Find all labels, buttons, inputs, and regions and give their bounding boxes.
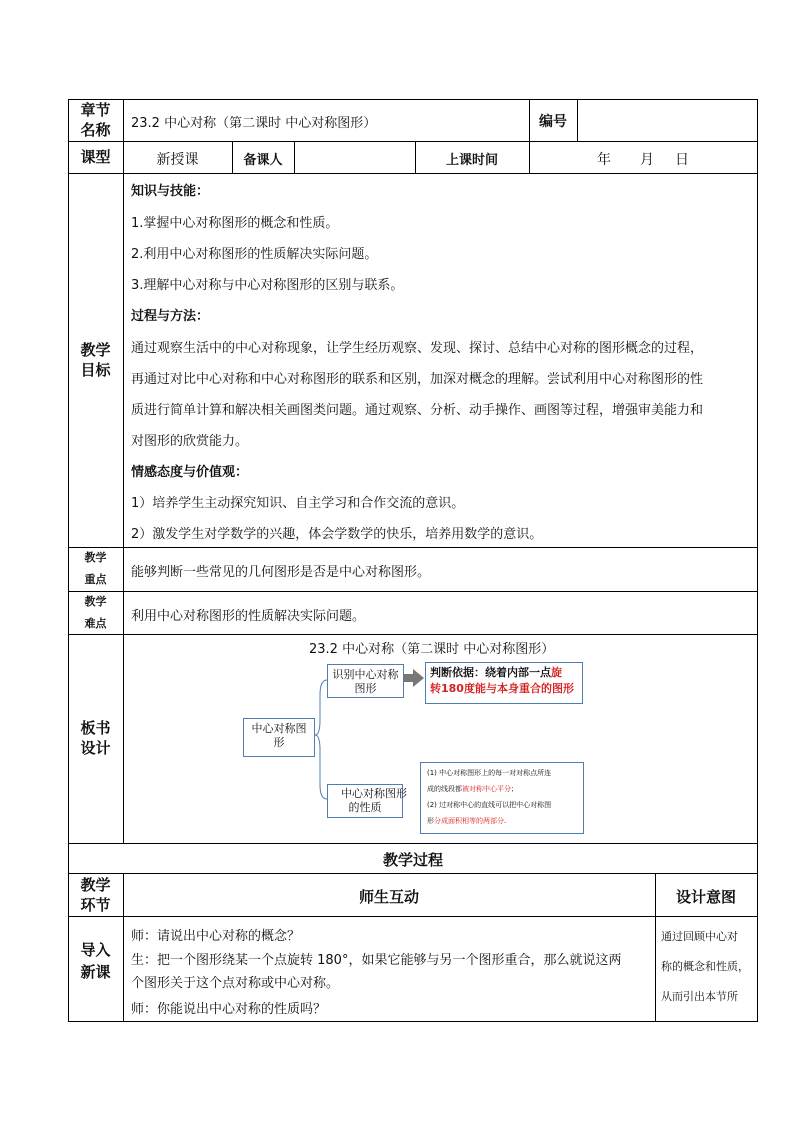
process-line: 质进行简单计算和解决相关画图类问题。通过观察、分析、动手操作、画图等过程，增强审美能力和 — [131, 403, 704, 418]
interaction-line: 个图形关于这个点对称或中心对称。 — [131, 976, 340, 991]
identify-note-text: 判断依据：绕着内部一点 — [430, 666, 551, 679]
branch-property-node: 中心对称图形 的性质 — [327, 784, 403, 818]
date-year: 年 — [597, 152, 611, 168]
date-month: 月 — [640, 152, 654, 168]
root-node: 中心对称图 形 — [243, 718, 315, 757]
design-intent-line: 称的概念和性质， — [661, 960, 749, 973]
branch-identify-node: 识别中心对称 图形 — [327, 664, 404, 698]
process-section-title: 教学过程 — [382, 851, 443, 869]
property-note-line: (2) 过对称中心的直线可以把中心对称图 — [427, 801, 552, 809]
number-label: 编号 — [539, 114, 567, 130]
emotion-item: 2）激发学生对学数学的兴趣，体会学数学的快乐，培养用数学的意识。 — [131, 527, 543, 542]
knowledge-item: 1.掌握中心对称图形的概念和性质。 — [131, 216, 339, 231]
emotion-title: 情感态度与价值观： — [131, 465, 249, 480]
board-label: 板书 设计 — [80, 719, 111, 757]
key-point-text: 能够判断一些常见的几何图形是否是中心对称图形。 — [131, 565, 431, 580]
property-note — [420, 762, 584, 834]
knowledge-title: 知识与技能： — [131, 184, 210, 199]
process-line: 对图形的欣赏能力。 — [131, 434, 249, 449]
identify-note — [425, 662, 583, 704]
property-note-text: . — [504, 817, 507, 825]
class-time-label: 上课时间 — [445, 153, 498, 168]
property-note-text: 形 — [427, 817, 434, 825]
property-note-line: (1) 中心对称图形上的每一对对称点所连 — [427, 769, 552, 777]
preparer-label: 备课人 — [243, 153, 283, 168]
board-title: 23.2 中心对称（第二课时 中心对称图形） — [309, 642, 555, 657]
type-label: 课型 — [80, 148, 111, 166]
design-intent-line: 通过回顾中心对 — [661, 930, 738, 943]
property-note-highlight: 被对称中心平分 — [462, 785, 511, 793]
goals-label: 教学 目标 — [80, 341, 111, 379]
process-col-interaction: 师生互动 — [358, 888, 419, 906]
chapter-label: 章节 名称 — [80, 101, 111, 139]
interaction-line: 师：你能说出中心对称的性质吗？ — [131, 1002, 327, 1017]
difficulty-text: 利用中心对称图形的性质解决实际问题。 — [131, 609, 366, 624]
interaction-line: 师：请说出中心对称的概念？ — [131, 929, 301, 944]
key-point-label: 教学 重点 — [84, 551, 107, 586]
design-intent-line: 从而引出本节所 — [661, 990, 738, 1003]
property-note-text: ； — [511, 785, 518, 793]
process-col-intent: 设计意图 — [675, 888, 736, 906]
interaction-line: 生：把一个图形绕某一个点旋转 180°，如果它能够与另一个图形重合，那么就说这两 — [131, 953, 622, 968]
emotion-item: 1）培养学生主动探究知识、自主学习和合作交流的意识。 — [131, 496, 465, 511]
process-line: 再通过对比中心对称和中心对称图形的联系和区别，加深对概念的理解。尝试利用中心对称图形的性 — [131, 372, 704, 387]
process-line: 通过观察生活中的中心对称现象，让学生经历观察、发现、探讨、总结中心对称的图形概念的过程， — [131, 341, 704, 356]
property-note-text: 成的线段都 — [427, 785, 462, 793]
identify-note-highlight: 转180度能与本身重合的图形 — [430, 682, 574, 695]
intro-stage-label: 导入 新课 — [80, 941, 111, 981]
type-value: 新授课 — [156, 152, 199, 168]
process-title: 过程与方法： — [131, 309, 210, 324]
date-day: 日 — [675, 152, 689, 168]
chapter-title: 23.2 中心对称（第二课时 中心对称图形） — [131, 116, 377, 131]
process-col-stage: 教学 环节 — [80, 876, 111, 914]
difficulty-label: 教学 难点 — [84, 595, 107, 630]
knowledge-item: 2.利用中心对称图形的性质解决实际问题。 — [131, 247, 378, 262]
identify-note-highlight: 旋 — [551, 666, 562, 679]
knowledge-item: 3.理解中心对称与中心对称图形的区别与联系。 — [131, 278, 404, 293]
property-note-highlight: 分成面积相等的两部分 — [434, 817, 504, 825]
